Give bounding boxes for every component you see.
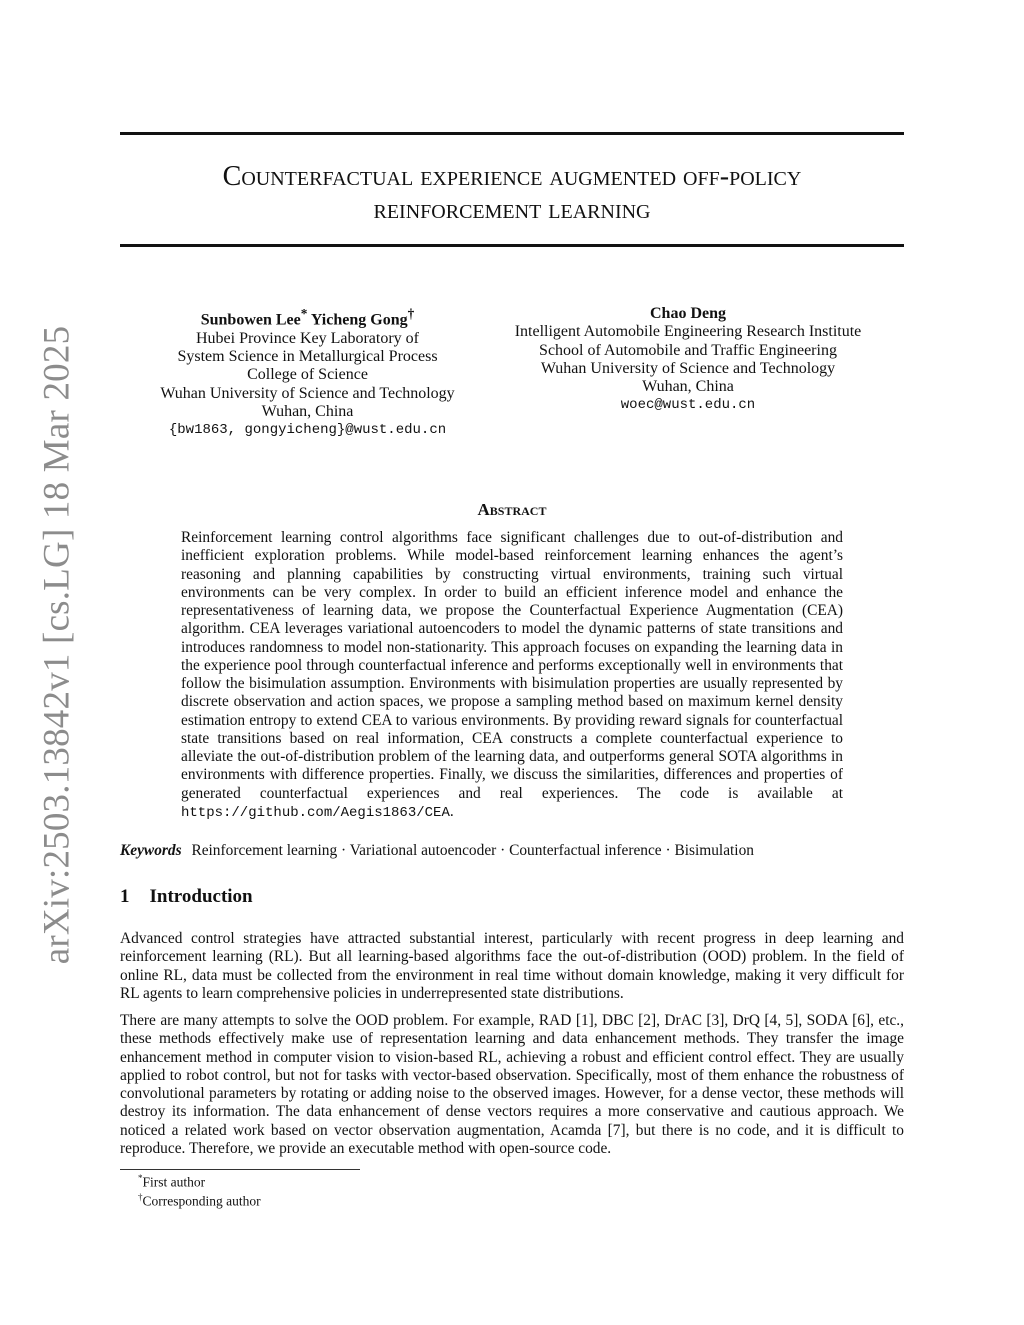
affiliation-line: Wuhan, China — [261, 402, 354, 420]
first-author-mark: * — [300, 306, 308, 321]
corresponding-author-mark: † — [407, 306, 415, 321]
affiliation-line: School of Automobile and Traffic Engineering — [539, 341, 837, 359]
body-paragraph: Advanced control strategies have attracted substantial interest, particularly with recent progress in deep learning and reinforcement learning (RL). But all learning-based algorithms face the out-of-distribution (OOD) problem. In the field of online RL, data must be collected from the environment in real time without domain knowledge, making it very difficult for RL agents to learn comprehensive policies in underrepresented state distributions. — [120, 930, 904, 1002]
affiliation-line: Wuhan, China — [642, 378, 734, 396]
footnote-text: Corresponding author — [142, 1193, 261, 1209]
code-url-link[interactable]: https://github.com/Aegis1863/CEA — [181, 804, 450, 821]
author-block-right — [488, 305, 888, 415]
keywords-text: Reinforcement learning · Variational autoencoder · Counterfactual inference · Bisimulation — [191, 842, 754, 859]
affiliation-line: Wuhan University of Science and Technology — [540, 359, 836, 377]
section-number: 1 — [120, 886, 130, 907]
keywords-line — [120, 842, 754, 860]
title-line-2: reinforcement learning — [373, 194, 651, 225]
footnote — [138, 1173, 205, 1191]
keywords-label: Keywords — [120, 842, 182, 859]
section-heading-introduction — [120, 886, 253, 908]
abstract-body-text: Reinforcement learning control algorithms face significant challenges due to out-of-distribution and inefficient exploration problems. While model-based reinforcement learning enhances the agent’s reasoning and planning capabilities by constructing virtual environments, training such virtual environments can be very complex. In order to build an efficient inference model and enhance the representativeness of learning data, we propose the Counterfactual Experience Augmentation (CEA) algorithm. CEA leverages variational autoencoders to model the dynamic patterns of state transitions and introduces randomness to model non-stationarity. This approach focuses on expanding the learning data in the experience pool through counterfactual inference and performs exceptionally well in environments that follow the bisimulation assumption. Environments with bisimulation properties are usually represented by discrete observation and action spaces, we propose a sampling method based on maximum kernel density estimation entropy to extend CEA to various environments. By providing reward signals for counterfactual state transitions based on real information, CEA constructs a complete counterfactual experience to alleviate the out-of-distribution problem of the learning data, and outperforms general SOTA algorithms in environments with difference properties. Finally, we discuss the similarities, differences and properties of generated counterfactual experiences and real experiences. The code is available at — [181, 529, 843, 802]
author-name-3: Chao Deng — [649, 305, 726, 322]
footnote-divider — [120, 1169, 360, 1170]
footnote-mark: † — [138, 1192, 143, 1202]
abstract-end: . — [449, 802, 454, 820]
title-top-rule — [120, 132, 904, 135]
section-title: Introduction — [149, 886, 253, 907]
title-line-1: Counterfactual experience augmented off-policy — [222, 161, 802, 192]
author-names — [135, 305, 480, 330]
abstract-text — [181, 529, 843, 822]
affiliation-line: College of Science — [247, 366, 368, 384]
abstract-heading: Abstract — [477, 500, 547, 519]
footnote-mark: * — [138, 1173, 143, 1183]
author-email: {bw1863, gongyicheng}@wust.edu.cn — [168, 422, 447, 439]
body-paragraph: There are many attempts to solve the OOD problem. For example, RAD [1], DBC [2], DrAC [3], DrQ [4, 5], SODA [6], etc., these methods effectively make use of representation learning and data enhancement methods. They transfer the image enhancement method in computer vision to vision-based RL, achieving a robust and efficient control effect. They are usually applied to robot control, but not for tasks with vector-based observation. Specifically, most of them enhance the robustness of convolutional parameters by rotating or adding noise to the observed images. However, for a dense vector, these methods will destroy its information. The data enhancement of dense vectors requires a more conservative and cautious approach. We noticed a related work based on vector observation augmentation, Acamda [7], but there is no code, and it is difficult to reproduce. Therefore, we provide an executable method with open-source code. — [120, 1012, 904, 1158]
paper-title — [120, 160, 904, 226]
author-block-left — [135, 305, 480, 439]
affiliation-line: System Science in Metallurgical Process — [177, 347, 438, 365]
author-name-2: Yicheng Gong — [310, 311, 408, 329]
author-email: woec@wust.edu.cn — [620, 397, 756, 414]
author-name-1: Sunbowen Lee — [200, 311, 301, 329]
footnote-text: First author — [142, 1174, 206, 1190]
title-bottom-rule — [120, 244, 904, 247]
footnote — [138, 1192, 261, 1210]
arxiv-identifier: arXiv:2503.13842v1 [cs.LG] 18 Mar 2025 — [36, 325, 78, 965]
affiliation-line: Hubei Province Key Laboratory of — [195, 329, 420, 347]
affiliation-line: Wuhan University of Science and Technology — [160, 384, 455, 402]
affiliation-line: Intelligent Automobile Engineering Research Institute — [514, 323, 862, 341]
